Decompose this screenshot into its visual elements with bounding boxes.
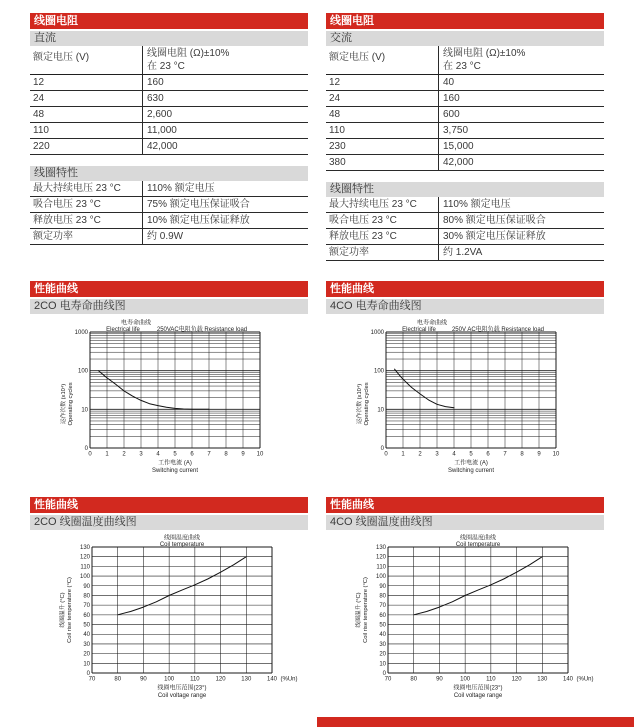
svg-text:0: 0 [88, 451, 92, 458]
svg-text:0: 0 [380, 446, 384, 452]
table-header [326, 46, 604, 75]
svg-text:140: 140 [562, 676, 574, 683]
cell-value: 630 [142, 91, 308, 106]
table-row [30, 181, 308, 197]
svg-text:90: 90 [140, 676, 147, 683]
coil-resistance-ac-block [326, 13, 604, 261]
svg-text:80: 80 [379, 593, 386, 600]
column-header-resistance-line1: 线圈电阻 (Ω)±10% [443, 48, 526, 59]
table-row [326, 123, 604, 139]
cell-label: 48 [33, 109, 45, 120]
table-row [30, 229, 308, 245]
cell-label: 最大持续电压 23 °C [33, 183, 121, 194]
svg-text:10: 10 [83, 661, 90, 668]
svg-text:电寿命曲线: 电寿命曲线 [416, 320, 448, 327]
cell-value: 10% 额定电压保证释放 [142, 213, 308, 228]
svg-text:110: 110 [376, 564, 386, 571]
svg-text:70: 70 [384, 676, 392, 683]
section-subtitle: 线圈特性 [30, 166, 308, 181]
footer-accent-bar [317, 717, 634, 727]
temperature-curve-chart-4co [352, 534, 604, 709]
cell-value: 80% 额定电压保证吸合 [438, 213, 604, 228]
cell-value: 约 1.2VA [438, 245, 604, 260]
svg-text:40: 40 [83, 632, 90, 639]
cell-value: 40 [438, 75, 604, 90]
table-row [326, 197, 604, 213]
svg-text:线圈温度曲线: 线圈温度曲线 [163, 535, 201, 542]
svg-text:90: 90 [436, 676, 443, 683]
svg-text:130: 130 [537, 676, 548, 683]
svg-text:100: 100 [164, 676, 175, 683]
cell-value: 110% 额定电压 [438, 197, 604, 212]
svg-text:6: 6 [190, 451, 194, 458]
svg-text:1: 1 [401, 451, 405, 458]
svg-text:70: 70 [88, 676, 96, 683]
svg-text:10: 10 [256, 451, 264, 458]
svg-text:100: 100 [79, 574, 90, 581]
life-curve-chart-4co [352, 318, 604, 485]
svg-text:Electrical life: Electrical life [106, 327, 140, 333]
svg-text:工作电流 (A): 工作电流 (A) [158, 460, 192, 467]
table-body [30, 75, 308, 155]
cell-label: 24 [329, 93, 341, 104]
svg-text:Operating cycles: Operating cycles [68, 382, 74, 426]
table-row [30, 139, 308, 155]
svg-text:Electrical life: Electrical life [402, 327, 436, 333]
cell-value: 30% 额定电压保证释放 [438, 229, 604, 244]
svg-text:250V AC电阻负载 Resistance load: 250V AC电阻负载 Resistance load [451, 327, 545, 333]
section-subtitle: 4CO 电寿命曲线图 [326, 299, 604, 314]
cell-label: 12 [329, 77, 341, 88]
cell-label: 24 [33, 93, 45, 104]
svg-text:线圈电压范围(23°): 线圈电压范围(23°) [453, 685, 503, 692]
cell-value: 160 [142, 75, 308, 90]
cell-value: 110% 额定电压 [142, 181, 308, 196]
cell-label: 释放电压 23 °C [329, 231, 397, 242]
svg-text:40: 40 [379, 632, 386, 639]
svg-text:(%Un): (%Un) [280, 676, 298, 683]
svg-text:60: 60 [379, 612, 386, 619]
svg-text:70: 70 [379, 603, 386, 610]
svg-text:Coil temperature: Coil temperature [455, 542, 501, 548]
svg-text:80: 80 [410, 676, 418, 683]
cell-value: 42,000 [142, 139, 308, 154]
svg-text:5: 5 [173, 451, 177, 458]
svg-text:30: 30 [379, 641, 386, 648]
section-header: 线圈电阻 [30, 13, 308, 29]
svg-text:20: 20 [83, 651, 90, 658]
cell-value: 160 [438, 91, 604, 106]
svg-text:10: 10 [377, 407, 384, 414]
table-row [326, 213, 604, 229]
svg-text:0: 0 [384, 451, 388, 458]
cell-value: 42,000 [438, 155, 604, 170]
svg-text:120: 120 [511, 676, 522, 683]
svg-text:120: 120 [375, 554, 386, 561]
column-header-resistance-line2: 在 23 °C [443, 61, 481, 72]
svg-text:130: 130 [375, 545, 386, 551]
cell-label: 额定功率 [33, 231, 73, 242]
svg-text:10: 10 [552, 451, 560, 458]
svg-text:6: 6 [486, 451, 490, 458]
table-body [326, 75, 604, 171]
column-header-voltage: 额定电压 (V) [33, 52, 90, 63]
svg-text:0: 0 [382, 671, 386, 677]
svg-text:110: 110 [190, 676, 200, 683]
svg-text:130: 130 [79, 545, 90, 551]
svg-text:运作次数 (x10⁴): 运作次数 (x10⁴) [357, 383, 363, 425]
svg-text:Coil rise temperature (°C): Coil rise temperature (°C) [363, 577, 369, 643]
svg-text:9: 9 [537, 451, 541, 458]
svg-text:1000: 1000 [370, 330, 384, 336]
section-header: 线圈电阻 [326, 13, 604, 29]
svg-text:8: 8 [520, 451, 524, 458]
svg-text:Switching current: Switching current [447, 468, 495, 474]
temp-2co-block [30, 497, 308, 709]
table-row [30, 91, 308, 107]
svg-text:线圈温升 (°C): 线圈温升 (°C) [60, 592, 66, 628]
cell-label: 吸合电压 23 °C [329, 215, 397, 226]
life-2co-block [30, 281, 308, 485]
svg-text:Coil temperature: Coil temperature [159, 542, 205, 548]
svg-text:100: 100 [375, 574, 386, 581]
svg-text:130: 130 [241, 676, 252, 683]
table-row [326, 91, 604, 107]
temperature-curve-chart-2co [56, 534, 308, 709]
svg-text:5: 5 [469, 451, 473, 458]
table-row [30, 197, 308, 213]
section-header: 性能曲线 [30, 281, 308, 297]
svg-text:90: 90 [379, 583, 386, 590]
svg-text:Operating cycles: Operating cycles [364, 382, 370, 426]
svg-text:100: 100 [460, 676, 471, 683]
cell-label: 额定功率 [329, 247, 369, 258]
svg-text:120: 120 [215, 676, 226, 683]
svg-text:110: 110 [486, 676, 496, 683]
svg-text:线圈温度曲线: 线圈温度曲线 [459, 535, 497, 542]
svg-text:70: 70 [83, 603, 90, 610]
svg-text:110: 110 [80, 564, 90, 571]
column-header-resistance-line1: 线圈电阻 (Ω)±10% [147, 48, 230, 59]
table-row [30, 75, 308, 91]
cell-label: 48 [329, 109, 341, 120]
column-header-resistance [142, 46, 308, 74]
svg-text:140: 140 [266, 676, 278, 683]
table-body [30, 181, 308, 245]
cell-value: 3,750 [438, 123, 604, 138]
svg-text:4: 4 [156, 451, 160, 458]
table-header [30, 46, 308, 75]
svg-text:Coil voltage range: Coil voltage range [453, 693, 503, 699]
table-row [326, 107, 604, 123]
coil-temperature-section [30, 497, 604, 709]
cell-label: 230 [329, 141, 346, 152]
svg-text:3: 3 [139, 451, 143, 458]
table-row [326, 75, 604, 91]
svg-text:4: 4 [452, 451, 456, 458]
svg-text:3: 3 [435, 451, 439, 458]
cell-value: 15,000 [438, 139, 604, 154]
section-subtitle: 2CO 电寿命曲线图 [30, 299, 308, 314]
table-row [326, 139, 604, 155]
coil-resistance-dc-block [30, 13, 308, 261]
column-header-resistance [438, 46, 604, 74]
cell-label: 12 [33, 77, 45, 88]
coil-resistance-section [30, 13, 604, 261]
table-row [30, 123, 308, 139]
svg-text:20: 20 [379, 651, 386, 658]
column-header-voltage: 额定电压 (V) [329, 52, 386, 63]
cell-label: 释放电压 23 °C [33, 215, 101, 226]
cell-label: 最大持续电压 23 °C [329, 199, 417, 210]
svg-text:0: 0 [84, 446, 88, 452]
cell-label: 110 [33, 125, 49, 136]
svg-text:9: 9 [241, 451, 245, 458]
cell-value: 11,000 [142, 123, 308, 138]
table-body [326, 197, 604, 261]
svg-text:80: 80 [83, 593, 90, 600]
cell-value: 约 0.9W [142, 229, 308, 244]
svg-text:(%Un): (%Un) [576, 676, 594, 683]
electrical-life-section [30, 281, 604, 485]
section-subtitle: 交流 [326, 31, 604, 46]
cell-label: 110 [329, 125, 345, 136]
svg-text:1: 1 [105, 451, 109, 458]
svg-text:90: 90 [83, 583, 90, 590]
cell-value: 2,600 [142, 107, 308, 122]
svg-text:80: 80 [114, 676, 122, 683]
section-header: 性能曲线 [326, 497, 604, 513]
svg-text:电寿命曲线: 电寿命曲线 [120, 320, 152, 327]
section-subtitle: 4CO 线圈温度曲线图 [326, 515, 604, 530]
section-subtitle: 直流 [30, 31, 308, 46]
svg-text:线圈温升 (°C): 线圈温升 (°C) [356, 592, 362, 628]
section-header: 性能曲线 [30, 497, 308, 513]
svg-text:120: 120 [79, 554, 90, 561]
svg-text:2: 2 [418, 451, 422, 458]
svg-text:50: 50 [379, 622, 386, 629]
life-4co-block [326, 281, 604, 485]
column-header-resistance-line2: 在 23 °C [147, 61, 185, 72]
svg-text:30: 30 [83, 641, 90, 648]
table-row [326, 245, 604, 261]
svg-text:2: 2 [122, 451, 126, 458]
section-subtitle: 线圈特性 [326, 182, 604, 197]
svg-text:100: 100 [373, 368, 384, 375]
section-subtitle: 2CO 线圈温度曲线图 [30, 515, 308, 530]
svg-text:Coil rise temperature (°C): Coil rise temperature (°C) [67, 577, 73, 643]
svg-text:1000: 1000 [74, 330, 88, 336]
cell-label: 吸合电压 23 °C [33, 199, 101, 210]
svg-text:Switching current: Switching current [151, 468, 199, 474]
svg-text:10: 10 [379, 661, 386, 668]
svg-text:50: 50 [83, 622, 90, 629]
svg-text:线圈电压范围(23°): 线圈电压范围(23°) [157, 685, 207, 692]
table-row [30, 213, 308, 229]
table-row [326, 229, 604, 245]
table-row [326, 155, 604, 171]
svg-text:7: 7 [207, 451, 211, 458]
life-curve-chart-2co [56, 318, 308, 485]
section-header: 性能曲线 [326, 281, 604, 297]
svg-text:60: 60 [83, 612, 90, 619]
cell-value: 600 [438, 107, 604, 122]
svg-text:100: 100 [77, 368, 88, 375]
svg-text:0: 0 [86, 671, 90, 677]
cell-label: 220 [33, 141, 50, 152]
cell-value: 75% 额定电压保证吸合 [142, 197, 308, 212]
table-row [30, 107, 308, 123]
svg-text:工作电流 (A): 工作电流 (A) [454, 460, 488, 467]
svg-text:250VAC电阻负载 Resistance load: 250VAC电阻负载 Resistance load [156, 327, 248, 333]
cell-label: 380 [329, 157, 346, 168]
svg-text:7: 7 [503, 451, 507, 458]
svg-text:10: 10 [81, 407, 88, 414]
svg-text:8: 8 [224, 451, 228, 458]
temp-4co-block [326, 497, 604, 709]
svg-text:Coil voltage range: Coil voltage range [157, 693, 207, 699]
svg-text:运作次数 (x10⁴): 运作次数 (x10⁴) [61, 383, 67, 425]
